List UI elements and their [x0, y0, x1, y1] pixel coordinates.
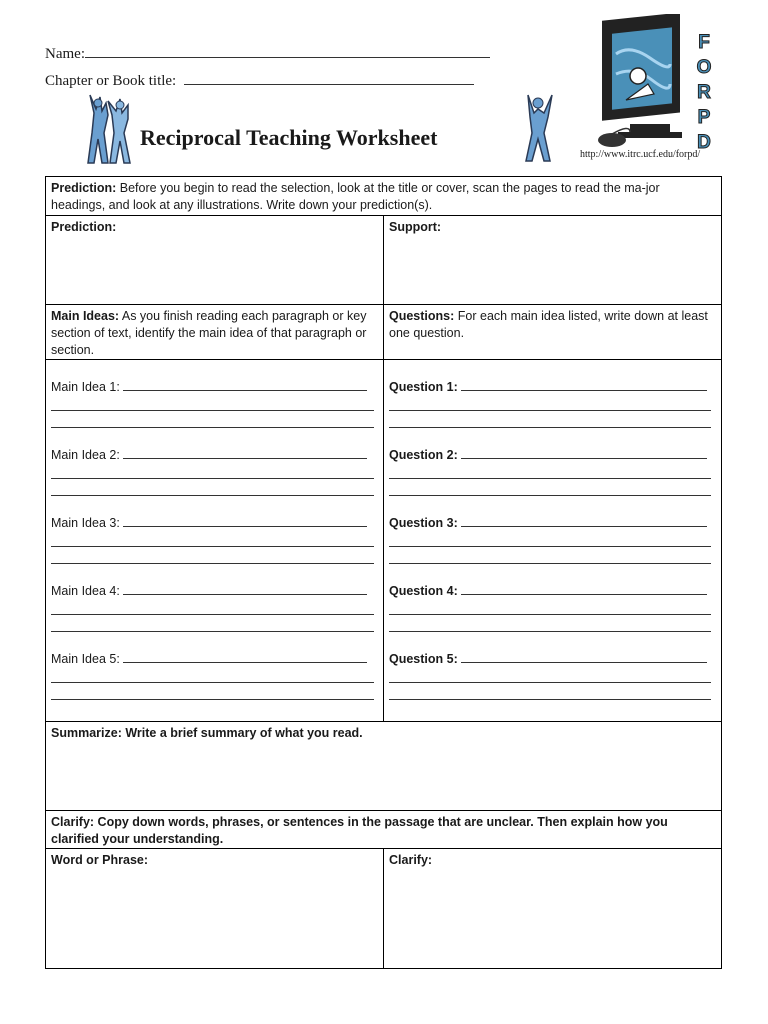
support-box[interactable]	[384, 216, 721, 304]
questions-text: For each main idea listed, write down at least one question.	[389, 309, 708, 340]
svg-text:O: O	[696, 57, 712, 78]
worksheet-title: Reciprocal Teaching Worksheet	[140, 125, 438, 150]
svg-text:R: R	[697, 82, 711, 103]
main-idea-label: Main Idea 4:	[51, 584, 120, 598]
book-title-label: Chapter or Book title:	[45, 73, 177, 89]
main-idea-5-line[interactable]	[51, 699, 374, 700]
prediction-intro-cell	[46, 177, 721, 215]
main-idea-label: Main Idea 1:	[51, 380, 120, 394]
question-5-line[interactable]	[389, 682, 711, 683]
main-ideas-column	[46, 360, 384, 721]
question-1-line[interactable]	[389, 427, 711, 428]
main-idea-label: Main Idea 2:	[51, 448, 120, 462]
forpd-logo-icon	[590, 14, 722, 164]
question-2-entry[interactable]	[389, 446, 707, 464]
clarify-box[interactable]	[384, 849, 721, 968]
question-label: Question 5:	[389, 652, 458, 666]
readers-figure-icon	[86, 93, 134, 165]
question-4-line[interactable]	[389, 631, 711, 632]
main-idea-5-line[interactable]	[51, 682, 374, 683]
prediction-intro-row	[46, 177, 721, 216]
question-5-line[interactable]	[389, 699, 711, 700]
question-label: Question 2:	[389, 448, 458, 462]
main-idea-3-line[interactable]	[51, 546, 374, 547]
main-idea-label: Main Idea 5:	[51, 652, 120, 666]
word-phrase-box[interactable]	[46, 849, 384, 968]
svg-text:P: P	[697, 107, 711, 128]
svg-text:D: D	[697, 132, 711, 153]
main-idea-3-line[interactable]	[51, 563, 374, 564]
book-title-row	[45, 70, 474, 90]
main-idea-2-entry[interactable]	[51, 446, 367, 464]
main-idea-1-line[interactable]	[51, 427, 374, 428]
question-label: Question 1:	[389, 380, 458, 394]
clarify-intro-cell	[46, 811, 721, 848]
questions-column	[384, 360, 721, 721]
summarize-box[interactable]	[46, 722, 721, 810]
main-idea-4-line[interactable]	[51, 631, 374, 632]
main-idea-1-entry[interactable]	[51, 378, 367, 396]
main-idea-label: Main Idea 3:	[51, 516, 120, 530]
clarify-label: Clarify:	[389, 853, 433, 867]
main-ideas-questions-row	[46, 360, 721, 722]
main-idea-2-line[interactable]	[51, 478, 374, 479]
main-ideas-text: As you finish reading each paragraph or key section of text, identify the main idea of that paragraph or section.	[51, 309, 367, 357]
main-ideas-heading: Main Ideas:	[51, 309, 120, 323]
clarify-intro-text: Clarify: Copy down words, phrases, or sentences in the passage that are unclear. Then explain how you clarified your understanding.	[51, 815, 668, 846]
cheering-figure-icon	[522, 93, 556, 163]
name-blank[interactable]	[85, 43, 490, 58]
main-ideas-questions-header-row	[46, 305, 721, 360]
word-clarify-row	[46, 849, 721, 968]
worksheet-table	[45, 176, 722, 969]
main-idea-3-entry[interactable]	[51, 514, 367, 532]
question-1-line[interactable]	[389, 410, 711, 411]
clarify-intro-row	[46, 811, 721, 849]
prediction-box[interactable]	[46, 216, 384, 304]
main-idea-4-line[interactable]	[51, 614, 374, 615]
question-label: Question 3:	[389, 516, 458, 530]
questions-heading: Questions:	[389, 309, 455, 323]
prediction-intro-heading: Prediction:	[51, 181, 117, 195]
questions-instructions	[384, 305, 721, 359]
main-idea-2-line[interactable]	[51, 495, 374, 496]
forpd-url-link[interactable]: http://www.itrc.ucf.edu/forpd/	[580, 149, 701, 160]
prediction-intro-text: Before you begin to read the selection, look at the title or cover, scan the pages to read the ma-jor headings, and look at any illustrations. Write down your prediction(s).	[51, 181, 660, 212]
question-1-entry[interactable]	[389, 378, 707, 396]
name-row	[45, 43, 490, 63]
main-ideas-instructions	[46, 305, 384, 359]
book-title-blank[interactable]	[184, 70, 474, 85]
question-4-entry[interactable]	[389, 582, 707, 600]
question-4-line[interactable]	[389, 614, 711, 615]
prediction-box-label: Prediction:	[51, 220, 117, 234]
svg-text:F: F	[698, 32, 710, 53]
question-3-line[interactable]	[389, 563, 711, 564]
main-idea-1-line[interactable]	[51, 410, 374, 411]
question-2-line[interactable]	[389, 478, 711, 479]
main-idea-4-entry[interactable]	[51, 582, 367, 600]
question-3-entry[interactable]	[389, 514, 707, 532]
word-phrase-label: Word or Phrase:	[51, 853, 149, 867]
summarize-label: Summarize: Write a brief summary of what you read.	[51, 726, 363, 740]
prediction-support-row	[46, 216, 721, 305]
question-2-line[interactable]	[389, 495, 711, 496]
question-label: Question 4:	[389, 584, 458, 598]
question-5-entry[interactable]	[389, 650, 707, 668]
support-box-label: Support:	[389, 220, 442, 234]
main-idea-5-entry[interactable]	[51, 650, 367, 668]
summarize-row	[46, 722, 721, 811]
name-label: Name:	[45, 46, 85, 62]
question-3-line[interactable]	[389, 546, 711, 547]
